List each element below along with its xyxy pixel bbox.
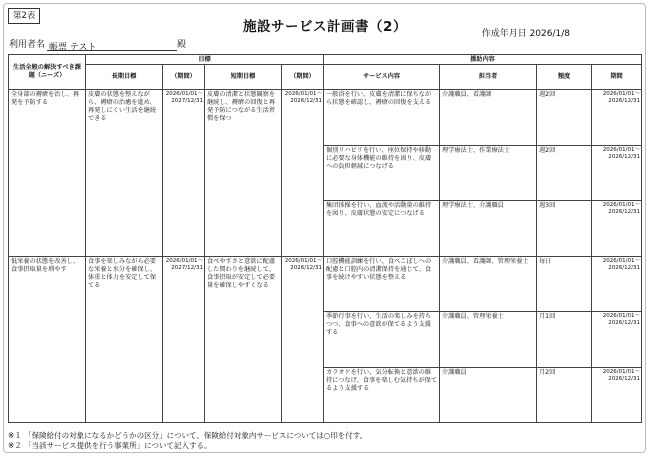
term-header: 期間 (592, 65, 642, 90)
user-name: 帳票 テスト (49, 43, 97, 53)
staff-cell: 介護職員、管理栄養士 (440, 312, 537, 368)
user-name-line (9, 37, 186, 51)
service-plan-table (8, 54, 642, 423)
frequency-cell: 毎日 (537, 256, 592, 312)
term-cell: 2026/01/01〜 2026/12/31 (592, 201, 642, 257)
table-row (9, 90, 642, 146)
needs-header: 生活全般の解決すべき課題（ニーズ） (9, 55, 86, 90)
needs-cell: 低栄養の状態を改善し、食事摂取量を増やす (9, 256, 86, 423)
user-label: 利用者名 (9, 40, 46, 50)
long-period-cell: 2026/01/01〜 2027/12/31 (163, 256, 205, 423)
staff-cell: 介護職員 (440, 367, 537, 423)
term-cell: 2026/01/01〜 2026/12/31 (592, 256, 642, 312)
user-honorific: 殿 (177, 40, 187, 50)
short-period-cell: 2026/01/01〜 2026/12/31 (282, 90, 324, 257)
short-period-header: （期間） (282, 65, 324, 90)
document-title: 施設サービス計画書（2） (243, 19, 407, 35)
form-number-tag: 第2表 (8, 8, 40, 24)
long-goal-cell: 食事を楽しみながら必要な栄養と水分を確保し、体重と体力を安定して保てる (86, 256, 163, 423)
long-goal-cell: 皮膚の状態を整えながら、褥瘡の治癒を進め、再発しにくい生活を継続できる (86, 90, 163, 257)
created-date: 作成年月日 2026/1/8 (481, 29, 570, 39)
footnote-2: ※２ 「当該サービス提供を行う事業所」について記入する。 (8, 441, 212, 450)
service-content-cell: 一般浴を行い、皮膚を清潔に保ちながら状態を確認し、褥瘡の回復を支える (324, 90, 440, 146)
frequency-cell: 月1回 (537, 312, 592, 368)
staff-cell: 理学療法士、介護職員 (440, 201, 537, 257)
service-content-cell: 集団体操を行い、血流や活動量の維持を図り、皮膚状態の安定につなげる (324, 201, 440, 257)
needs-cell: 全身部の褥瘡を治し、再発を予防する (9, 90, 86, 257)
frequency-cell: 週2回 (537, 90, 592, 146)
term-cell: 2026/01/01〜 2026/12/31 (592, 312, 642, 368)
short-goal-header: 短期目標 (205, 65, 282, 90)
staff-header: 担当者 (440, 65, 537, 90)
support-group-header: 援助内容 (324, 55, 642, 65)
long-period-cell: 2026/01/01〜 2027/12/31 (163, 90, 205, 257)
service-content-cell: カラオケを行い、気分転換と意欲の維持につなげ、食事を楽しむ気持ちが保てるよう支援する (324, 367, 440, 423)
service-content-cell: 個別リハビリを行い、座位保持や移動に必要な身体機能の維持を図り、皮膚への負担軽減につなげる (324, 145, 440, 201)
long-goal-header: 長期目標 (86, 65, 163, 90)
goal-group-header: 目標 (86, 55, 324, 65)
short-goal-cell: 食べやすさと意欲に配慮した関わりを継続して、食事摂取が安定して必要量を確保しやすくなる (205, 256, 282, 423)
service-content-cell: 季節行事を行い、生活の楽しみを持ちつつ、食事への意欲が保てるよう支援する (324, 312, 440, 368)
short-goal-cell: 皮膚の清潔と状態観察を継続し、褥瘡の回復と再発予防につながる生活習慣を保つ (205, 90, 282, 257)
term-cell: 2026/01/01〜 2026/12/31 (592, 90, 642, 146)
short-period-cell: 2026/01/01〜 2026/12/31 (282, 256, 324, 423)
frequency-header: 頻度 (537, 65, 592, 90)
staff-cell: 介護職員、看護師 (440, 90, 537, 146)
footnotes (8, 431, 367, 451)
table-row (9, 256, 642, 312)
frequency-cell: 週3回 (537, 201, 592, 257)
footnote-1: ※１ 「保険給付の対象になるかどうかの区分」について、保険給付対象内サービスについては○印を付す。 (8, 431, 368, 440)
service-content-cell: 口腔機能訓練を行い、食べこぼしへの配慮と口腔内の清潔保持を通じて、食事を続けやすい状態を整える (324, 256, 440, 312)
service-header: サービス内容 (324, 65, 440, 90)
staff-cell: 理学療法士、作業療法士 (440, 145, 537, 201)
term-cell: 2026/01/01〜 2026/12/31 (592, 367, 642, 423)
term-cell: 2026/01/01〜 2026/12/31 (592, 145, 642, 201)
long-period-header: （期間） (163, 65, 205, 90)
staff-cell: 介護職員、看護師、管理栄養士 (440, 256, 537, 312)
frequency-cell: 月2回 (537, 367, 592, 423)
frequency-cell: 週2回 (537, 145, 592, 201)
